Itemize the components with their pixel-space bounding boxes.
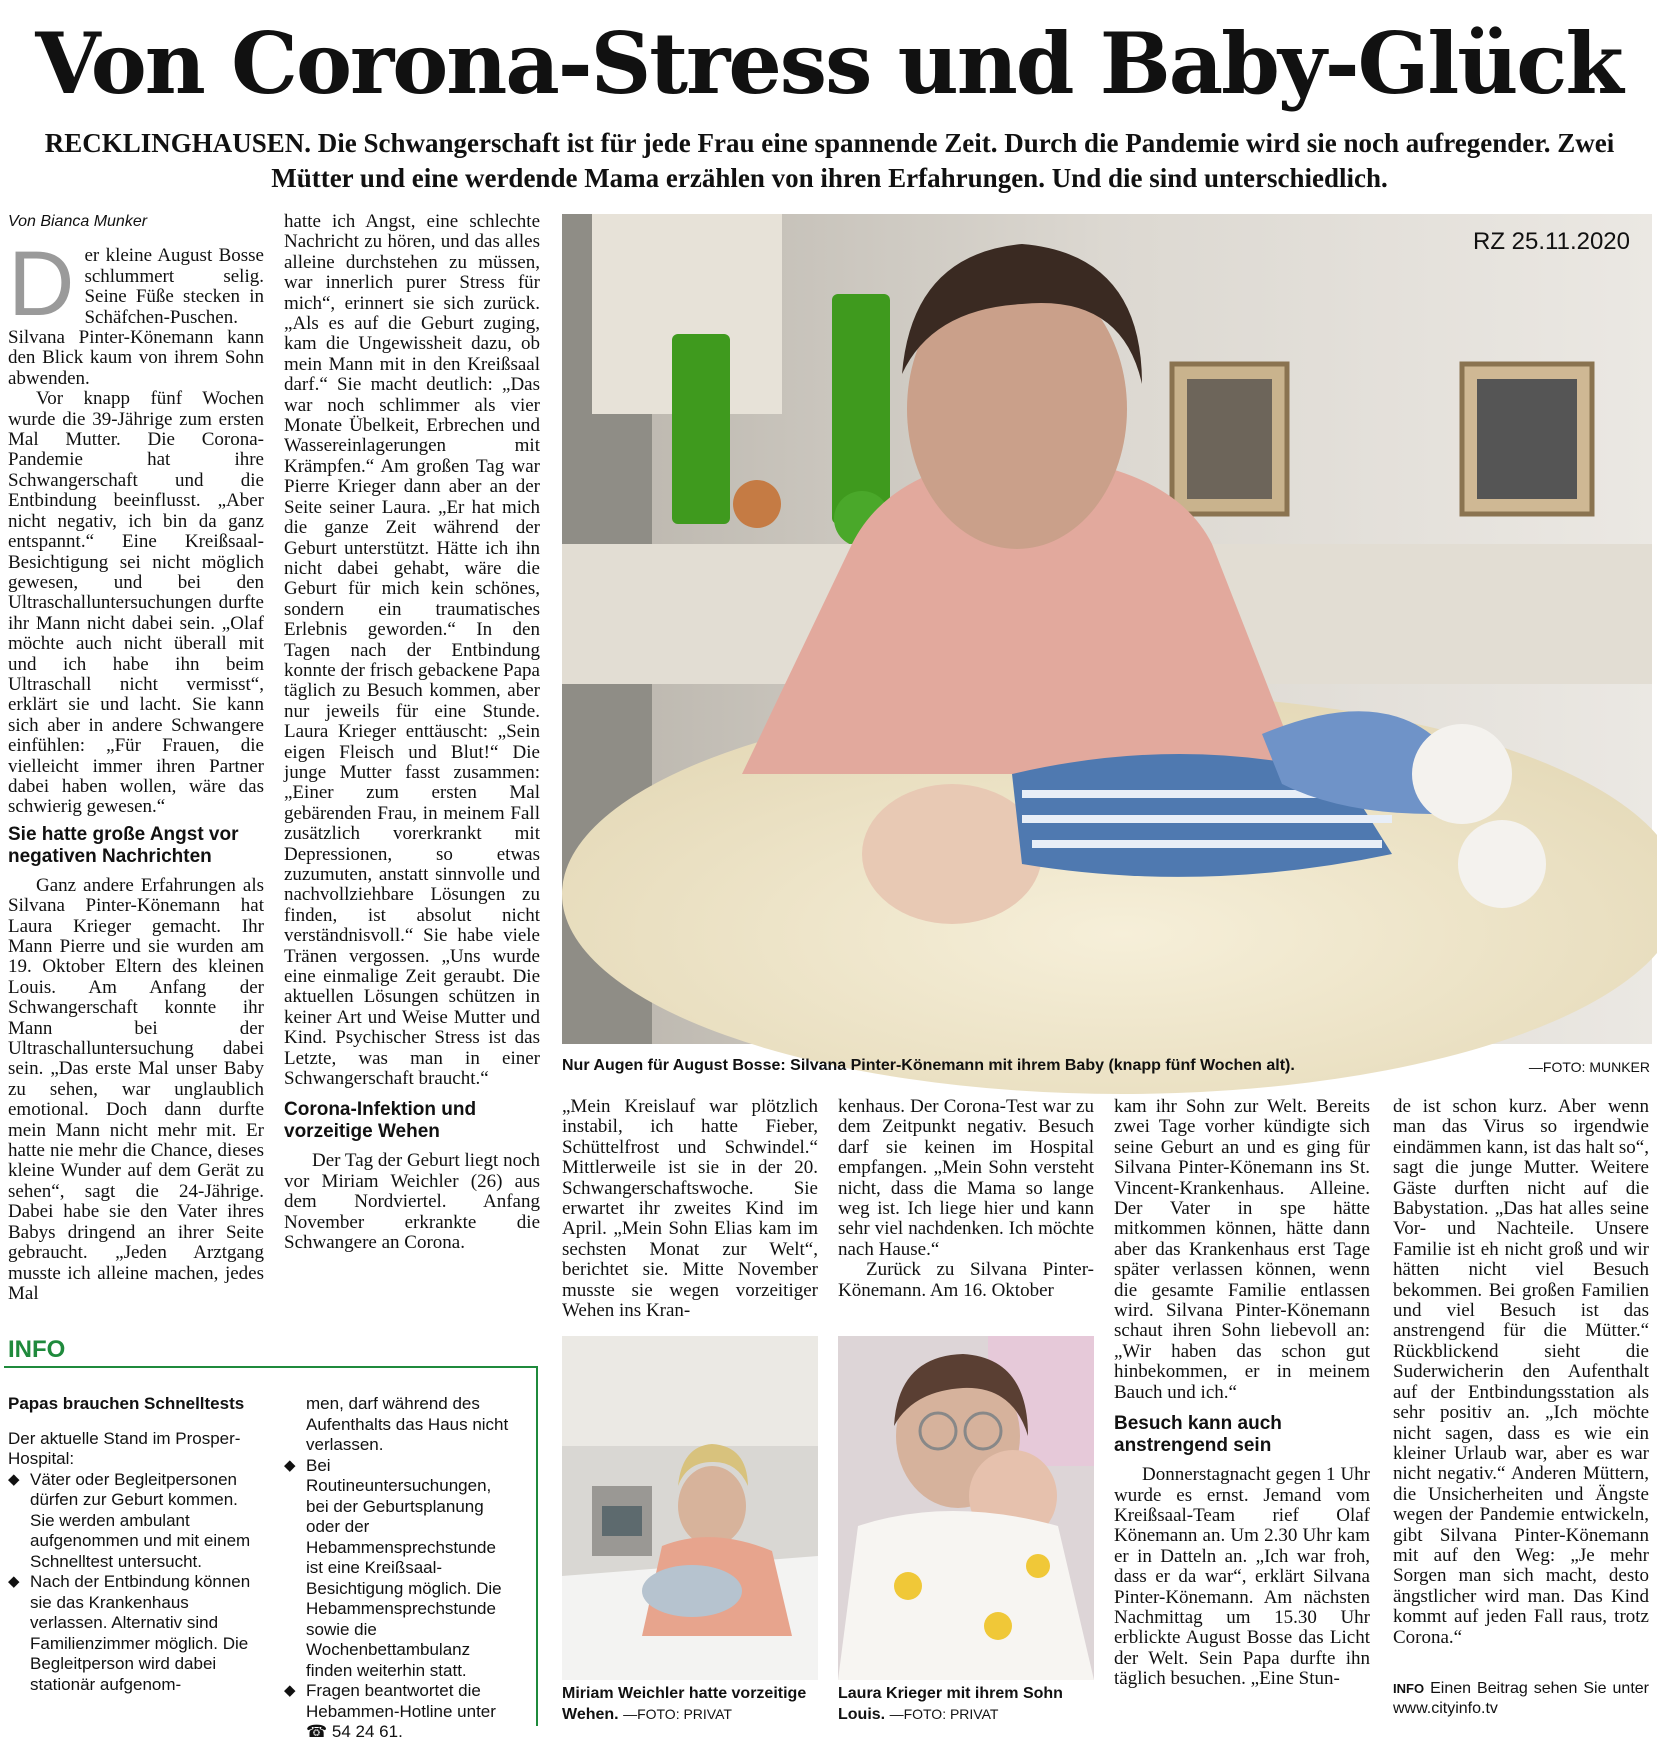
paragraph: hatte ich Angst, eine schlechte Nachricht zu hören, und das alles alleine durchstehen zu müssen, war innerlich purer Stress für mich“, erinnert sie sich zurück. „Als es auf die Geburt zuging, kam die Ungewissheit dazu, ob mein Mann mit in den Kreißsaal darf.“ Sie macht deutlich: „Das war noch schlimmer als vier Monate Übelkeit, Erbrechen und Wassereinlagerungen mit Krämpfen.“ Am großen Tag war Pierre Krieger dann aber an der Seite seiner Laura. „Er hat mich die ganze Zeit während der Geburt unterstützt. Hätte ich ihn nicht dabei gehabt, wäre die Geburt für mich kein schönes, sondern ein traumatisches Erlebnis geworden.“ In den Tagen nach der Entbindung konnte der frisch gebackene Papa täglich zu Besuch kommen, aber nur jeweils für eine Stunde. Laura Krieger enttäuscht: „Sein eigen Fleisch und Blut!“ Die junge Mutter fasst zusammen: „Einer zum ersten Mal gebärenden Frau, in meinem Fall zusätzlich vorerkrankt mit Depressionen, so etwas zuzumuten, anstatt sinnvolle und nachvollziehbare Lösungen zu finden, ist absolut nicht verständnisvoll.“ Sie habe viele Tränen vergossen. „Uns wurde eine einmalige Zeit geraubt. Die aktuellen Lösungen schützen in keiner Art und Weise Mutter und Kind. Psychischer Stress ist das Letzte, was man in einer Schwangerschaft braucht.“ (284, 211, 540, 1090)
info-column-2 (284, 1394, 516, 1743)
paragraph: „Mein Kreislauf war plötzlich instabil, ich hatte Fieber, Schüttelfrost und Schwindel.“ Mittlerweile ist sie in der 20. Schwangerschaftswoche. Sie erwartet ihr zweites Kind im April. „Mein Sohn Elias kam im sechsten Monat zur Welt“, berichtet sie. Mitte November musste sie wegen vorzeitiger Wehen ins Kran- (562, 1096, 818, 1322)
info-list (8, 1470, 264, 1696)
photo-credit: —FOTO: PRIVAT (889, 1706, 999, 1722)
paragraph: Der Tag der Geburt liegt noch vor Miriam Weichler (26) aus dem Nordviertel. Anfang November erkrankte die Schwangere an Corona. (284, 1150, 540, 1254)
photo-laura-krieger (838, 1336, 1094, 1680)
info-list (284, 1456, 516, 1743)
paragraph: Ganz andere Erfahrungen als Silvana Pinter-Könemann hat Laura Krieger gemacht. Ihr Mann Pierre und sie wurden am 19. Oktober Eltern des kleinen Louis. Am Anfang der Schwangerschaft konnte ihr Mann bei der Ultraschalluntersuchung dabei sein. „Das erste Mal unser Baby zu sehen, war unglaublich emotional. Doch dann durfte mein Mann nicht mehr mit. Er hatte nie mehr die Chance, dieses kleine Wunder auf dem Gerät zu sehen“, sagt die 24-Jährige. Dabei habe sie den Vater ihres Babys dringend an ihrer Seite gebraucht. „Jeden Arztgang musste ich alleine machen, jedes Mal (8, 874, 264, 1304)
paragraph: kam ihr Sohn zur Welt. Bereits zwei Tage vorher kündigte sich seine Geburt an und es ging für Silvana Pinter-Könemann ins St. Vincent-Krankenhaus. Alleine. Der Vater in spe hätte mitkommen können, hätte dann aber das Krankenhaus erst Tage später verlassen können, wenn die gesamte Familie entlassen wird. Silvana Pinter-Könemann schaut ihren Sohn liebevoll an: „Wir haben das schon gut hinbekommen, er in meinem Bauch und ich.“ (1114, 1096, 1370, 1403)
subheading: Corona-Infektion und vorzeitige Wehen (284, 1099, 477, 1143)
photo-miriam-caption: Miriam Weichler hatte vorzeitige Wehen. —FOTO: PRIVAT (562, 1685, 807, 1723)
date-stamp: RZ 25.11.2020 (1473, 228, 1630, 255)
paragraph: kenhaus. Der Corona-Test war zu dem Zeitpunkt negativ. Besuch darf sie keinen im Hospital empfangen. „Mein Sohn versteht nicht, dass die Mama so lange weg ist. Ich liege hier und kann sehr viel nachdenken. Ich möchte nach Hause.“ (838, 1096, 1094, 1260)
drop-cap: D (8, 233, 75, 336)
lead-paragraph: RECKLINGHAUSEN. Die Schwangerschaft ist für jede Frau eine spannende Zeit. Durch die Pandemie wird sie noch aufregender. Zwei Mütter und eine werdende Mama erzählen von ihren Erfahrungen. Und die sind unterschiedlich. (44, 128, 1615, 193)
info-footer-label: INFO (1393, 1681, 1425, 1696)
paragraph: Vor knapp fünf Wochen wurde die 39-Jährige zum ersten Mal Mutter. Die Corona-Pandemie hat ihre Schwangerschaft und die Entbindung beeinflusst. „Aber nicht negativ, ich bin da ganz entspannt.“ Eine Kreißsaal-Besichtigung sei nicht möglich gewesen, und bei den Ultraschalluntersuchungen durfte ihr Mann nicht dabei sein. „Olaf möchte auch nicht überall mit und ich habe ihn beim Ultraschall nicht vermisst“, erklärt sie und lacht. Sie kann sich aber in andere Schwangere einfühlen: „Für Frauen, die vielleicht immer ihren Partner dabei haben wollen, wäre das schwierig gewesen.“ (8, 388, 264, 818)
photo-laura-caption: Laura Krieger mit ihrem Sohn Louis. —FOTO: PRIVAT (838, 1685, 1063, 1723)
paragraph: Donnerstagnacht gegen 1 Uhr wurde es ernst. Jemand vom Kreißsaal-Team rief Olaf Könemann an. Um 2.30 Uhr kam er in Datteln an. „Ich war froh, dass er da war“, erklärt Silvana Pinter-Könemann. Am nächsten Nachmittag um 15.30 Uhr erblickte August Bosse das Licht der Welt. Sein Papa durfte ihn täglich besuchen. „Eine Stun- (1114, 1464, 1370, 1690)
photo-laura-image (838, 1336, 1094, 1680)
info-continued: men, darf während des Aufenthalts das Haus nicht verlassen. (306, 1394, 509, 1454)
photo-miriam-image (562, 1336, 818, 1680)
info-list-item: ◆ Bei Routineuntersuchungen, bei der Geburtsplanung oder der Hebammensprechstunde ist eine Kreißsaal-Besichtigung möglich. Die Hebammensprechstunde sowie die Wochenbettambulanz finden weiterhin statt. (284, 1456, 516, 1682)
subheading: Sie hatte große Angst vor negativen Nachrichten (8, 823, 239, 867)
article-column-4 (838, 1097, 1094, 1317)
headline: Von Corona-Stress und Baby-Glück (35, 14, 1622, 113)
info-column-1 (8, 1394, 264, 1695)
main-photo-image (562, 214, 1652, 1044)
subheading: Besuch kann auch anstrengend sein (1114, 1413, 1282, 1457)
info-title: Papas brauchen Schnelltests (8, 1394, 245, 1413)
paragraph: Der kleine August Bosse schlummert selig. Seine Füße stecken in Schäfchen-Puschen. Silvana Pinter-Könemann kann den Blick kaum von ihrem Sohn abwenden. (8, 233, 264, 389)
paragraph: de ist schon kurz. Aber wenn man das Virus so irgendwie eindämmen kann, ist das halt so“, sagt die junge Mutter. Weitere Gäste durften nicht auf die Babystation. „Das hat alles seine Vor- und Nachteile. Unsere Familie ist eh nicht groß und wir hätten nicht viel Besuch bekommen. Bei großen Familien und viel Besuch ist das anstrengend für die Mütter.“ Rückblickend sieht die Suderwicherin den Aufenthalt auf der Entbindungsstation als sehr positiv an. „Ich möchte nicht sagen, dass es wie ein kleiner Urlaub war, aber es war nicht negativ.“ Anderen Müttern, die Unsicherheiten und Ängste wegen der Pandemie entwickeln, gibt Silvana Pinter-Könemann mit auf den Weg: „Je mehr Sorgen man sich macht, desto ängstlicher wird man. Das Kind kommt auf jeden Fall raus, trotz Corona.“ (1393, 1096, 1649, 1648)
info-list-item: ◆ Fragen beantwortet die Hebammen-Hotline unter ☎ 54 24 61. (284, 1681, 516, 1743)
byline: Von Bianca Munker (8, 213, 148, 230)
info-label: INFO (8, 1336, 66, 1363)
photo-miriam-weichler (562, 1336, 818, 1680)
info-footer (1393, 1679, 1649, 1719)
article-column-5 (1114, 1097, 1370, 1717)
photo-credit: —FOTO: MUNKER (1528, 1059, 1650, 1075)
article-column-6 (1393, 1097, 1649, 1669)
photo-credit: —FOTO: PRIVAT (623, 1706, 732, 1722)
main-photo-caption: Nur Augen für August Bosse: Silvana Pinter-Könemann mit ihrem Baby (knapp fünf Wochen alt). —FOTO: MUNKER (562, 1057, 1650, 1075)
info-list-item: ◆ Nach der Entbindung können sie das Krankenhaus verlassen. Alternativ sind Familienzimmer möglich. Die Begleitperson wird dabei stationär aufgenom- (8, 1572, 264, 1695)
main-photo (562, 214, 1652, 1044)
info-list-item: ◆ Väter oder Begleitpersonen dürfen zur Geburt kommen. Sie werden ambulant aufgenommen und mit einem Schnelltest untersucht. (8, 1470, 264, 1573)
info-footer-text: Einen Beitrag sehen Sie unter www.cityinfo.tv (1393, 1680, 1649, 1717)
article-column-3 (562, 1096, 818, 1322)
info-intro: Der aktuelle Stand im Prosper-Hospital: (8, 1428, 241, 1468)
article-column-2 (284, 212, 540, 1322)
article-column-1 (8, 212, 264, 1322)
paragraph: Zurück zu Silvana Pinter-Könemann. Am 16. Oktober (838, 1259, 1094, 1301)
